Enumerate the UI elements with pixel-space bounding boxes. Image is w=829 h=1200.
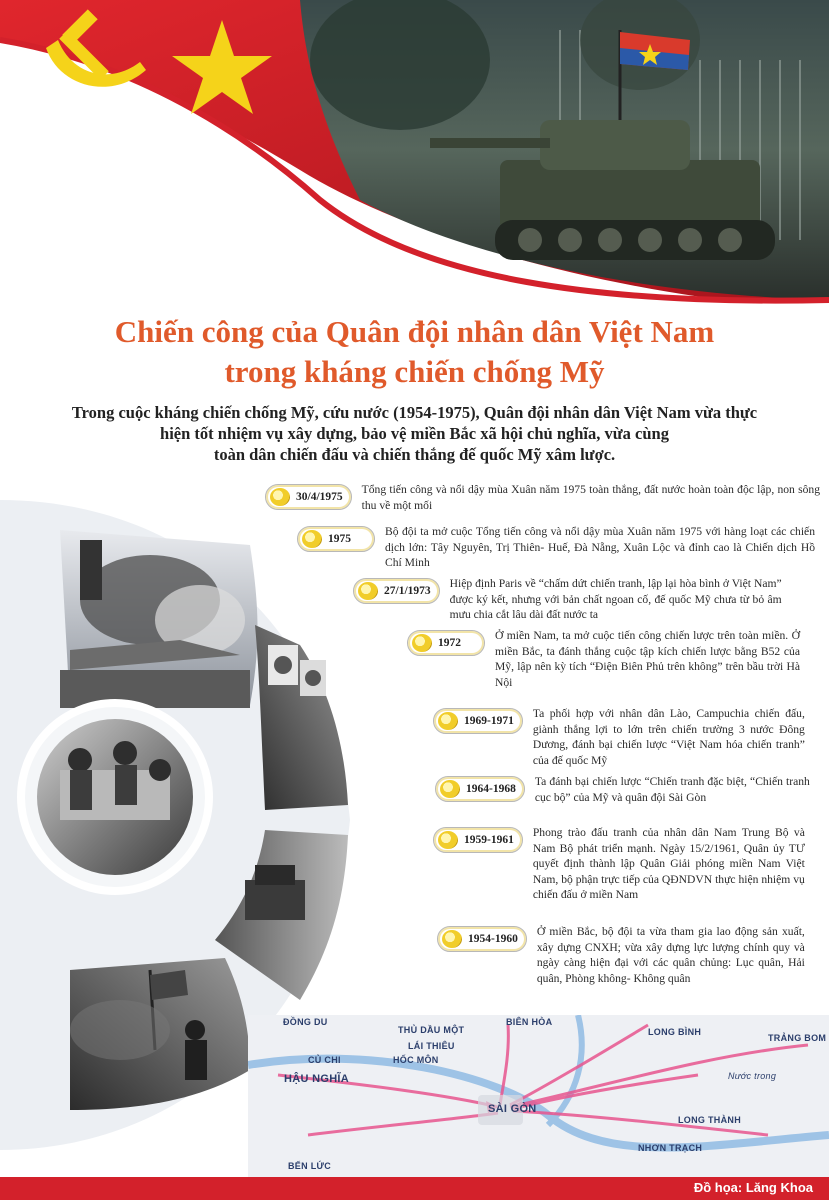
date-badge (265, 484, 352, 510)
gold-ring-icon (438, 831, 458, 849)
timeline-item (265, 482, 820, 513)
intro-line-1: Trong cuộc kháng chiến chống Mỹ, cứu nước (1954-1975), Quân đội nhân dân Việt Nam vừa thực (71, 403, 758, 422)
timeline-item (297, 524, 820, 571)
map-label: HỐC MÔN (393, 1055, 439, 1065)
map-label: LÁI THIÊU (408, 1041, 455, 1051)
event-text: Tổng tiến công và nổi dậy mùa Xuân năm 1975 toàn thắng, đất nước hoàn toàn độc lập, non sông thu về một mối (361, 483, 820, 512)
map-label: Nước trong (728, 1071, 777, 1081)
map-label: NHƠN TRẠCH (638, 1143, 703, 1153)
date-badge (353, 578, 440, 604)
date-label: 1964-1968 (466, 783, 516, 795)
date-label: 1954-1960 (468, 933, 518, 945)
footer-bar (0, 1177, 829, 1200)
event-text: Ta phối hợp với nhân dân Lào, Campuchia chiến đấu, giành thắng lợi to lớn trên chiến trường 3 nước Đông Dương, đánh bại chiến lược “Việt Nam hóa chiến tranh” của đế quốc Mỹ (532, 707, 805, 767)
map-label: THỦ DẦU MỘT (398, 1025, 465, 1035)
title-line-1: Chiến công của Quân đội nhân dân Việt Nam (114, 314, 715, 349)
map-label: LONG THÀNH (678, 1115, 741, 1125)
date-badge (297, 526, 375, 552)
date-label: 1972 (438, 637, 461, 649)
gold-ring-icon (440, 780, 460, 798)
map-label: BẾN LỨC (288, 1161, 332, 1171)
map-label: CỦ CHI (308, 1055, 341, 1065)
map-label: BIÊN HÒA (506, 1017, 553, 1027)
graphics-credit: Đồ họa: Lăng Khoa (693, 1180, 813, 1195)
date-badge (437, 926, 527, 952)
date-label: 1959-1961 (464, 834, 514, 846)
photo-airport-attack (60, 530, 258, 708)
photo-command-meeting (17, 699, 213, 895)
photo-demonstration (255, 625, 348, 810)
event-text: Hiệp định Paris về “chấm dứt chiến tranh, lập lại hòa bình ở Việt Nam” được ký kết, nhưng với bản chất ngoan cố, đế quốc Mỹ chưa từ bỏ âm mưu chia cắt lâu dài đất nước ta (449, 577, 782, 621)
intro-line-2: hiện tốt nhiệm vụ xây dựng, bảo vệ miền Bắc xã hội chủ nghĩa, vừa cùng (160, 424, 669, 443)
header-artwork (0, 0, 829, 310)
date-label: 30/4/1975 (296, 491, 343, 503)
timeline-item (437, 924, 820, 986)
event-text: Bộ đội ta mở cuộc Tổng tiến công và nổi dậy mùa Xuân năm 1975 với hàng loạt các chiến dịch lớn: Tây Nguyên, Trị Thiên- Huế, Đà Nẵng, Xuân Lộc và đỉnh cao là Chiến dịch Hồ Chí Minh (385, 525, 815, 569)
timeline-item (353, 576, 820, 623)
event-text: Phong trào đấu tranh của nhân dân Nam Trung Bộ và Nam Bộ phát triển mạnh. Ngày 15/2/1961, Quân ủy TƯ quyết định thành lập Quân Giải phóng miền Nam Việt Nam, bộ phận trực tiếp của QĐNDVN thực hiện nhiệm vụ chiến đấu ở miền Nam (532, 826, 805, 901)
event-text: Ta đánh bại chiến lược “Chiến tranh đặc biệt, “Chiến tranh cục bộ” của Mỹ và quân đội Sài Gòn (534, 775, 810, 804)
timeline-item (433, 706, 820, 768)
map-artwork (248, 1015, 829, 1177)
gold-ring-icon (270, 488, 290, 506)
gold-ring-icon (358, 582, 378, 600)
event-text: Ở miền Bắc, bộ đội ta vừa tham gia lao động sản xuất, xây dựng CNXH; vừa xây dựng lực lượng chính quy và ngày càng hiện đại với các quân chủng: Lục quân, Hải quân, Phòng không- Không quân (536, 925, 805, 985)
gold-ring-icon (412, 634, 432, 652)
intro-paragraph (30, 402, 799, 465)
date-badge (433, 827, 523, 853)
map-label: SÀI GÒN (488, 1103, 537, 1115)
timeline-item (435, 774, 820, 805)
map-label: HẬU NGHĨA (284, 1073, 350, 1085)
map-label: LONG BÌNH (648, 1027, 702, 1037)
map-label: TRẢNG BOM (768, 1033, 827, 1043)
date-label: 1975 (328, 533, 351, 545)
gold-ring-icon (302, 530, 322, 548)
title-line-2: trong kháng chiến chống Mỹ (224, 354, 605, 389)
page-title (0, 312, 829, 392)
event-text: Ở miền Nam, ta mở cuộc tiến công chiến lược trên toàn miền. Ở miền Bắc, ta đánh thắng cuộc tập kích chiến lược bằng B52 của Mỹ, lập nên kỳ tích “Điện Biên Phủ trên không” trên bầu trời Hà Nội (495, 629, 800, 689)
date-badge (433, 708, 523, 734)
gold-ring-icon (442, 930, 462, 948)
date-label: 27/1/1973 (384, 585, 431, 597)
intro-line-3: toàn dân chiến đấu và chiến thắng đế quốc Mỹ xâm lược. (213, 445, 616, 464)
date-label: 1969-1971 (464, 715, 514, 727)
timeline-item (407, 628, 820, 690)
gold-ring-icon (438, 712, 458, 730)
header-banner (0, 0, 829, 310)
timeline-item (433, 825, 820, 903)
photo-soldiers-flag (70, 958, 250, 1110)
date-badge (435, 776, 525, 802)
map-label: ĐỒNG DU (283, 1017, 328, 1027)
date-badge (407, 630, 485, 656)
campaign-map (248, 1015, 829, 1177)
